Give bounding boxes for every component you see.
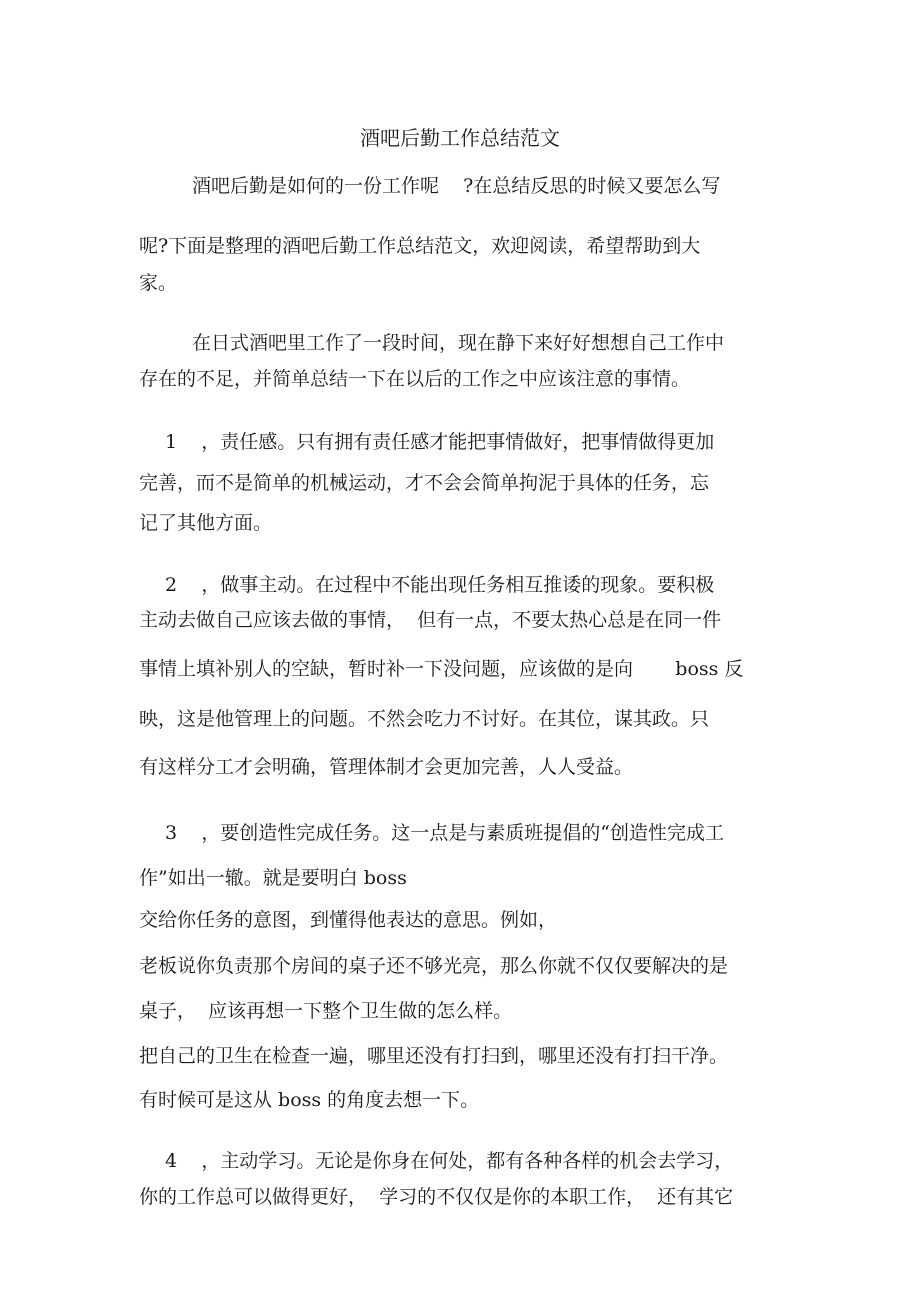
text-line: 映，这是他管理上的问题。不然会吃力不讨好。在其位，谋其政。只 (139, 708, 710, 730)
text-line: 酒吧后勤是如何的一份工作呢 ?在总结反思的时候又要怎么写 (192, 175, 721, 197)
text-line: 完善，而不是简单的机械运动，才不会会简单拘泥于具体的任务，忘 (139, 472, 710, 494)
text-line: 存在的不足，并简单总结一下在以后的工作之中应该注意的事情。 (139, 368, 691, 390)
text-line: 4 ，主动学习。无论是你身在何处，都有各种各样的机会去学习， (165, 1150, 734, 1172)
text-line: 作”如出一辙。就是要明白 boss (139, 867, 407, 889)
document-title: 酒吧后勤工作总结范文 (360, 126, 560, 150)
text-line: 桌子， 应该再想一下整个卫生做的怎么样。 (139, 1000, 513, 1022)
text-line: 把自己的卫生在检查一遍，哪里还没有打扫到，哪里还没有打扫干净。 (139, 1045, 729, 1067)
text-line: 主动去做自己应该去做的事情， 但有一点，不要太热心总是在同一件 (139, 609, 722, 631)
text-line: 在日式酒吧里工作了一段时间，现在静下来好好想想自己工作中 (192, 332, 725, 354)
text-line: 呢?下面是整理的酒吧后勤工作总结范文，欢迎阅读，希望帮助到大 (139, 235, 701, 257)
text-line: 1 ，责任感。只有拥有责任感才能把事情做好，把事情做得更加 (165, 431, 715, 453)
text-line: 你的工作总可以做得更好， 学习的不仅仅是你的本职工作， 还有其它 (139, 1186, 734, 1208)
text-line: 交给你任务的意图，到懂得他表达的意思。例如， (139, 909, 558, 931)
text-line: 有时候可是这从 boss 的角度去想一下。 (139, 1089, 480, 1111)
text-line: 老板说你负责那个房间的桌子还不够光亮，那么你就不仅仅要解决的是 (139, 955, 729, 977)
text-line: 记了其他方面。 (139, 512, 273, 534)
text-line: 2 ，做事主动。在过程中不能出现任务相互推诿的现象。要积极 (165, 574, 715, 596)
text-line: 3 ，要创造性完成任务。这一点是与素质班提倡的“创造性完成工 (165, 822, 724, 844)
text-line: 家。 (139, 272, 178, 294)
text-line: 有这样分工才会明确，管理体制才会更加完善，人人受益。 (139, 756, 634, 778)
text-line: 事情上填补别人的空缺，暂时补一下没问题，应该做的是向 boss 反 (139, 658, 744, 680)
